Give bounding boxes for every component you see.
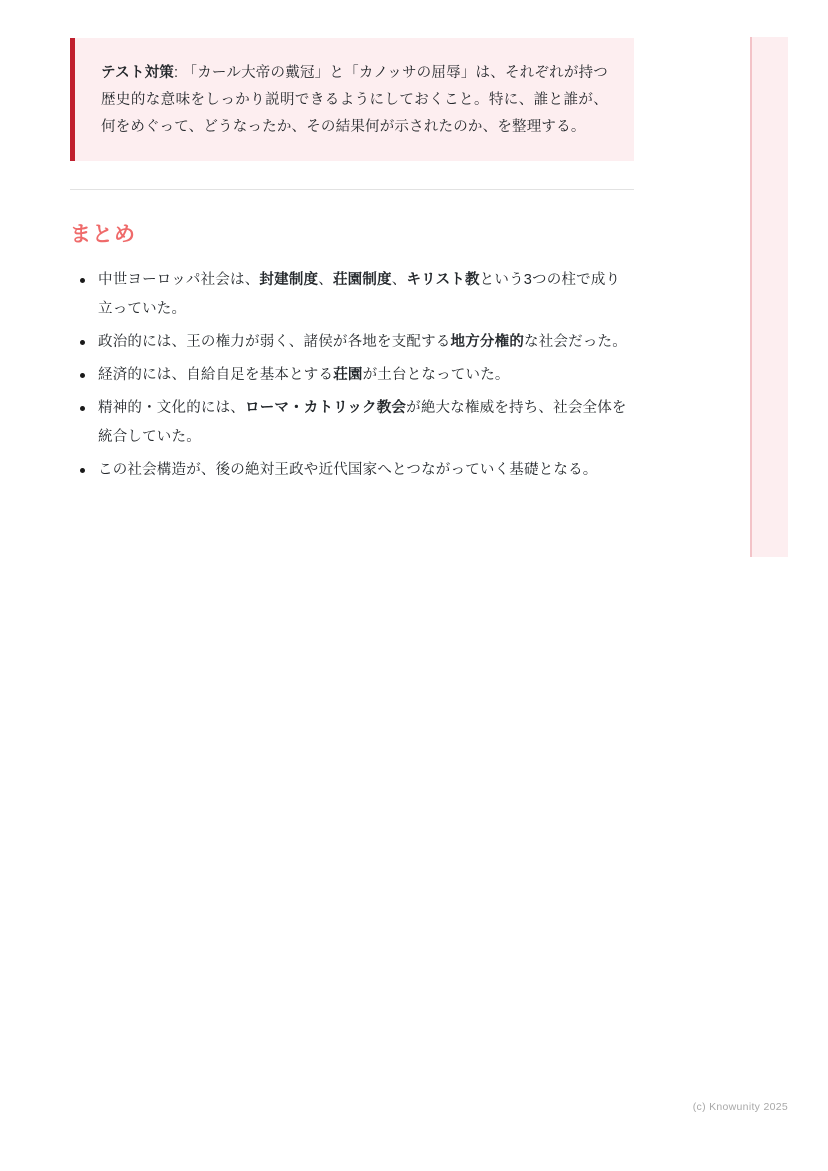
list-item-text: この社会構造が、後の絶対王政や近代国家へとつながっていく基礎となる。 [98,462,598,478]
callout-paragraph [101,60,608,141]
list-item-text: という3つの柱で成り立っていた。 [98,272,621,317]
list-item [96,456,634,485]
list-item [96,328,634,357]
footer-copyright: (c) Knowunity 2025 [692,1101,788,1113]
list-item-emphasis: キリスト教 [406,272,480,288]
list-item-emphasis: 荘園制度 [332,272,392,288]
list-item-text: 中世ヨーロッパ社会は、 [98,272,260,288]
list-item-text: 政治的には、王の権力が弱く、諸侯が各地を支配する [98,334,451,350]
list-item-emphasis: 荘園 [333,367,363,383]
right-accent-strip [750,37,788,557]
callout-body-text: 「カール大帝の戴冠」と「カノッサの屈辱」は、それぞれが持つ歴史的な意味をしっかり説明できるようにしておくこと。特に、誰と誰が、何をめぐって、どうなったか、その結果何が示されたのか、を整理する。 [101,65,608,135]
callout-lead-label: テスト対策 [101,65,175,81]
list-item-text: 、 [391,272,407,288]
list-item-text: 、 [318,272,333,288]
section-heading: まとめ [70,223,136,246]
list-item-emphasis: 封建制度 [259,272,319,288]
list-item [96,361,634,390]
list-item-emphasis: ローマ・カトリック教会 [245,400,407,416]
section-divider [70,189,634,190]
exam-tip-callout [70,38,634,161]
list-item-text: が土台となっていた。 [362,367,510,383]
summary-list [70,266,634,485]
list-item [96,266,634,324]
list-item-text: 経済的には、自給自足を基本とする [98,367,334,383]
list-item-text: 精神的・文化的には、 [98,400,245,416]
list-item [96,394,634,452]
list-item-text: が絶大な権威を持ち、社会全体を統合していた。 [98,400,627,445]
document-content [70,38,634,489]
callout-separator: : [174,65,179,81]
list-item-text: な社会だった。 [524,334,627,350]
list-item-emphasis: 地方分権的 [450,334,525,350]
